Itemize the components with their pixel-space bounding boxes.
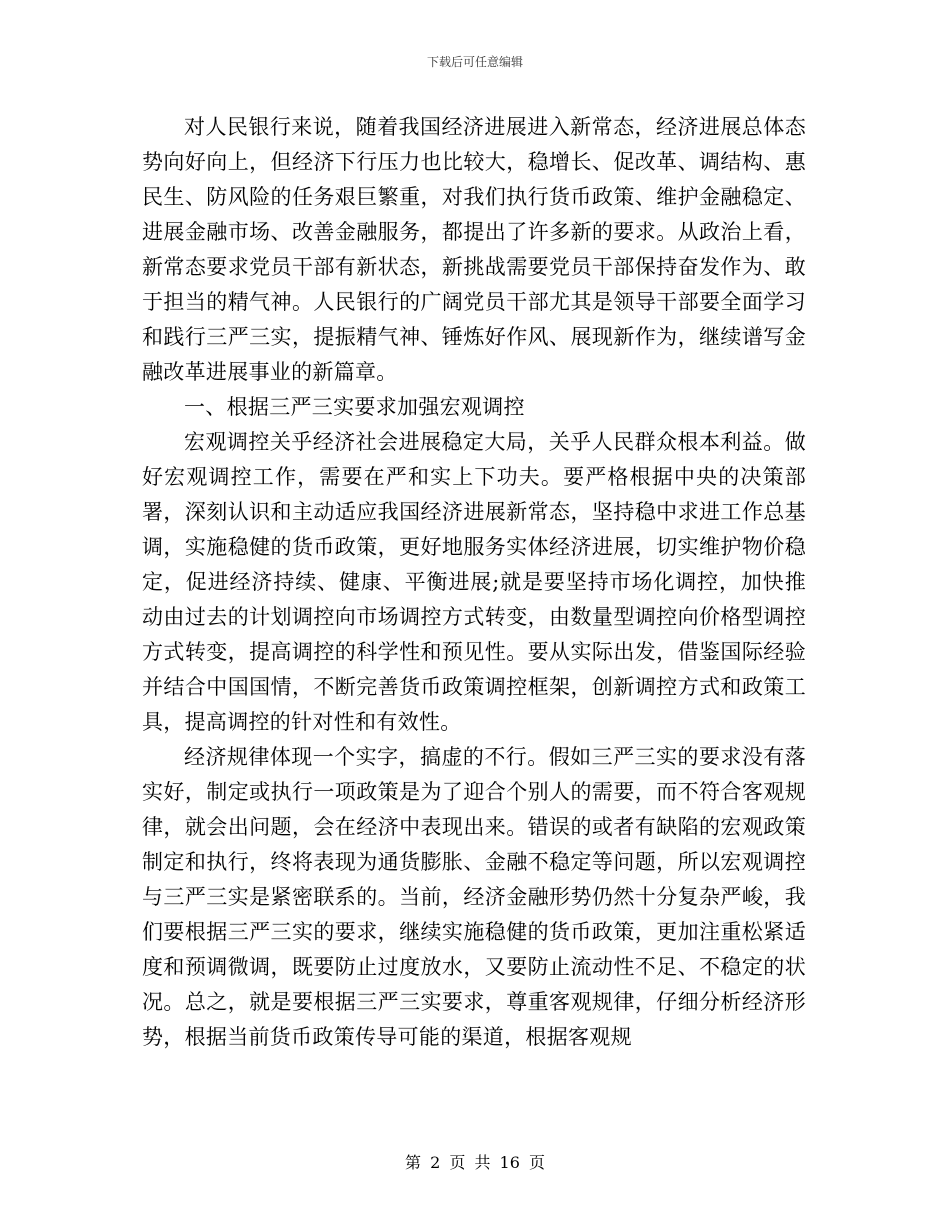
page-number-footer: 第 2 页 共 16 页 bbox=[405, 1153, 545, 1172]
paragraph-macro-control: 宏观调控关乎经济社会进展稳定大局，关乎人民群众根本利益。做好宏观调控工作，需要在严和实上下功夫。要严格根据中央的决策部署，深刻认识和主动适应我国经济进展新常态，坚持稳中求进工作总基调，实施稳健的货币政策，更好地服务实体经济进展，切实维护物价稳定，促进经济持续、健康、平衡进展;就是要坚持市场化调控，加快推动由过去的计划调控向市场调控方式转变，由数量型调控向价格型调控方式转变，提高调控的科学性和预见性。要从实际出发，借鉴国际经验并结合中国国情，不断完善货币政策调控框架，创新调控方式和政策工具，提高调控的针对性和有效性。 bbox=[142, 430, 806, 734]
section-heading: 一、根据三严三实要求加强宏观调控 bbox=[184, 395, 525, 419]
paragraph-intro: 对人民银行来说，随着我国经济进展进入新常态，经济进展总体态势向好向上，但经济下行压力也比较大，稳增长、促改革、调结构、惠民生、防风险的任务艰巨繁重，对我们执行货币政策、维护金融稳定、进展金融市场、改善金融服务，都提出了许多新的要求。从政治上看，新常态要求党员干部有新状态，新挑战需要党员干部保持奋发作为、敢于担当的精气神。人民银行的广阔党员干部尤其是领导干部要全面学习和践行三严三实，提振精气神、锤炼好作风、展现新作为，继续谱写金融改革进展事业的新篇章。 bbox=[142, 115, 806, 384]
paragraph-economic-law: 经济规律体现一个实字，搞虚的不行。假如三严三实的要求没有落实好，制定或执行一项政策是为了迎合个别人的需要，而不符合客观规律，就会出问题，会在经济中表现出来。错误的或者有缺陷的宏观政策制定和执行，终将表现为通货膨胀、金融不稳定等问题，所以宏观调控与三严三实是紧密联系的。当前，经济金融形势仍然十分复杂严峻，我们要根据三严三实的要求，继续实施稳健的货币政策，更加注重松紧适度和预调微调，既要防止过度放水，又要防止流动性不足、不稳定的状况。总之，就是要根据三严三实要求，尊重客观规律，仔细分析经济形势，根据当前货币政策传导可能的渠道，根据客观规 bbox=[142, 745, 806, 1049]
document-body bbox=[142, 110, 806, 1055]
header-note: 下载后可任意编辑 bbox=[426, 55, 523, 69]
